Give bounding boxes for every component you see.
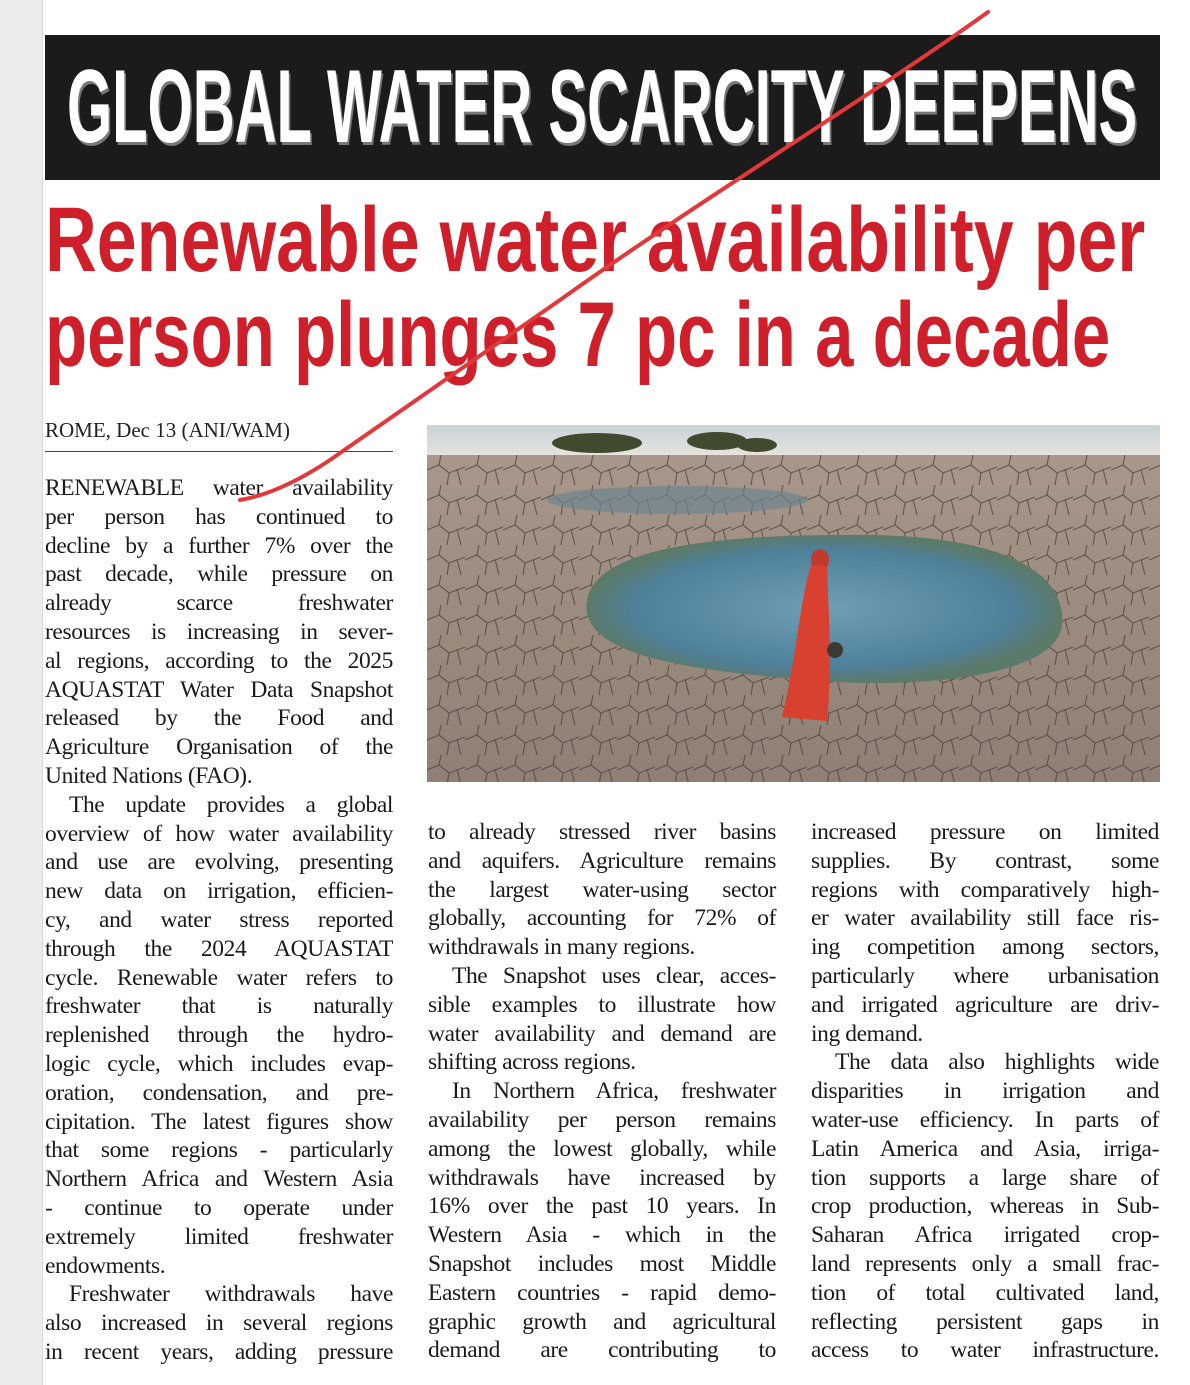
dateline-divider — [45, 451, 393, 452]
text-line: access to water infrastructure. — [811, 1337, 1159, 1364]
text-line: The update provides a global — [69, 791, 393, 818]
text-line: cipitation. The latest figures show — [45, 1108, 393, 1135]
text-line: that some regions - particularly — [45, 1137, 393, 1164]
text-line: Freshwater withdrawals have — [69, 1281, 393, 1308]
text-line: in recent years, adding pressure — [45, 1338, 393, 1365]
text-line: Saharan Africa irrigated crop- — [811, 1222, 1159, 1249]
text-line: to already stressed river basins — [428, 819, 776, 845]
text-line: globally, accounting for 72% of — [428, 905, 776, 932]
text-line: withdrawals in many regions. — [428, 934, 695, 961]
text-line: er water availability still face ris- — [811, 905, 1159, 932]
text-line: already scarce freshwater — [45, 590, 393, 617]
text-line: released by the Food and — [45, 705, 393, 732]
text-line: and irrigated agriculture are driv- — [811, 991, 1159, 1018]
page-edge-strip — [0, 0, 43, 1385]
text-line: replenished through the hydro- — [45, 1022, 393, 1049]
text-line: tion supports a large share of — [811, 1164, 1159, 1191]
column-3 — [811, 818, 1159, 1365]
headline-line-1: Renewable water availability per — [45, 189, 1146, 291]
text-line: - continue to operate under — [45, 1194, 393, 1221]
text-line: past decade, while pressure on — [45, 561, 393, 588]
text-line: extremely limited freshwater — [45, 1223, 393, 1250]
text-line: increased pressure on limited — [811, 819, 1159, 845]
text-line: cy, and water stress reported — [45, 906, 393, 933]
text-line: new data on irrigation, efficien- — [45, 878, 393, 905]
text-line: In Northern Africa, freshwater — [452, 1078, 776, 1105]
text-line: water availability and demand are — [428, 1020, 776, 1047]
text-line: water-use efficiency. In parts of — [811, 1106, 1159, 1133]
text-line: availability per person remains — [428, 1106, 776, 1133]
text-line: withdrawals have increased by — [428, 1164, 776, 1191]
headline-line-2: person plunges 7 pc in a decade — [45, 284, 1111, 386]
drought-photo — [427, 425, 1160, 782]
text-line: al regions, according to the 2025 — [45, 647, 393, 674]
text-line: ing competition among sectors, — [811, 934, 1159, 961]
text-line: Northern Africa and Western Asia — [45, 1166, 393, 1193]
text-line: The Snapshot uses clear, acces- — [452, 962, 776, 989]
text-line: tion of total cultivated land, — [811, 1279, 1159, 1306]
text-line: AQUASTAT Water Data Snapshot — [45, 676, 393, 703]
text-line: logic cycle, which includes evap- — [45, 1050, 393, 1077]
text-line: sible examples to illustrate how — [428, 991, 776, 1018]
kicker-banner — [45, 35, 1160, 180]
text-line: resources is increasing in sever- — [45, 618, 393, 645]
column-1 — [45, 474, 393, 1367]
text-line: freshwater that is naturally — [45, 993, 393, 1020]
text-line: disparities in irrigation and — [811, 1078, 1159, 1105]
text-line: decline by a further 7% over the — [45, 532, 393, 559]
text-line: The data also highlights wide — [835, 1049, 1159, 1076]
text-line: cycle. Renewable water refers to — [45, 964, 393, 991]
text-line: particularly where urbanisation — [811, 962, 1159, 989]
dateline: ROME, Dec 13 (ANI/WAM) — [45, 418, 290, 442]
text-line: oration, condensation, and pre- — [45, 1079, 393, 1106]
text-line: Eastern countries - rapid demo- — [428, 1279, 776, 1306]
text-line: overview of how water availability — [45, 820, 393, 847]
text-line: 16% over the past 10 years. In — [428, 1193, 776, 1220]
text-line: Snapshot includes most Middle — [428, 1250, 776, 1277]
text-line: United Nations (FAO). — [45, 762, 253, 789]
text-line: through the 2024 AQUASTAT — [45, 935, 393, 962]
text-line: supplies. By contrast, some — [811, 847, 1159, 874]
text-line: Agriculture Organisation of the — [45, 734, 393, 761]
text-line: Western Asia - which in the — [428, 1222, 776, 1249]
text-line: Latin America and Asia, irriga- — [811, 1135, 1159, 1162]
kicker-title: GLOBAL WATER SCARCITY DEEPENS — [67, 49, 1138, 165]
text-line: land represents only a small frac- — [811, 1250, 1159, 1277]
text-line: per person has continued to — [45, 503, 393, 530]
text-line: ing demand. — [811, 1020, 923, 1047]
column-2 — [428, 818, 776, 1365]
text-line: graphic growth and agricultural — [428, 1308, 776, 1335]
text-line: reflecting persistent gaps in — [811, 1308, 1159, 1335]
text-line: and use are evolving, presenting — [45, 849, 393, 876]
text-line: shifting across regions. — [428, 1049, 636, 1076]
text-line: RENEWABLE water availability — [45, 475, 393, 501]
text-line: regions with comparatively high- — [811, 876, 1159, 903]
text-line: among the lowest globally, while — [428, 1135, 776, 1162]
text-line: and aquifers. Agriculture remains — [428, 847, 776, 874]
text-line: also increased in several regions — [45, 1310, 393, 1337]
text-line: endowments. — [45, 1252, 166, 1279]
text-line: the largest water-using sector — [428, 876, 776, 903]
text-line: crop production, whereas in Sub- — [811, 1193, 1159, 1220]
text-line: demand are contributing to — [428, 1337, 776, 1364]
